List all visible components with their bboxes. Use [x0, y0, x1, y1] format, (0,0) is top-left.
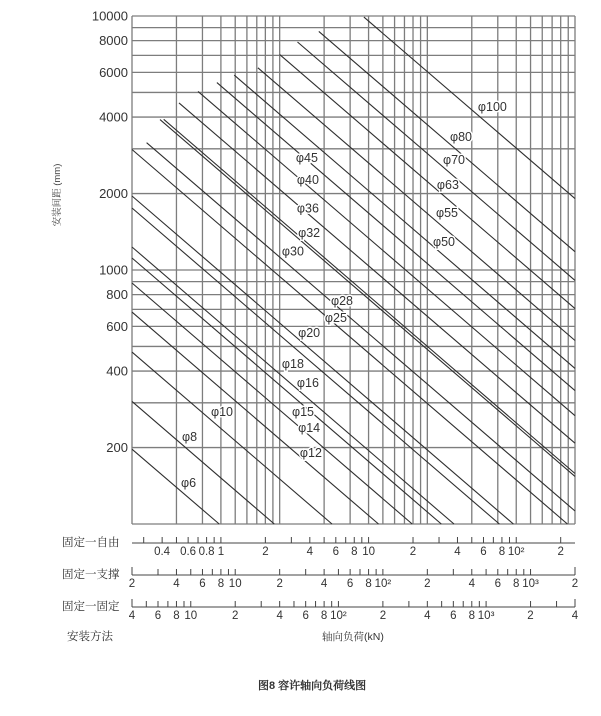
scale-tick-label: 2 [527, 610, 534, 622]
scale-tick-label: 2 [409, 546, 417, 558]
scale-tick-label: 10³ [477, 610, 495, 622]
series-label: φ55 [436, 205, 459, 220]
series-label: φ10 [211, 405, 234, 419]
series-label: φ25 [324, 311, 347, 325]
scale-tick-label: 4 [424, 610, 431, 622]
scale-tick-label: 10 [362, 546, 375, 558]
series-label: φ28 [331, 294, 354, 308]
figure-caption: 图8 容许轴向负荷线图 [258, 680, 367, 692]
load-scale-row [129, 599, 579, 622]
scale-tick-label: 4 [468, 578, 476, 590]
series-label: φ45 [295, 151, 318, 165]
scale-tick-label: 4 [173, 578, 180, 590]
scale-tick-label: 6 [199, 578, 206, 590]
scale-tick-label: 8 [351, 546, 358, 558]
scale-tick-label: 8 [320, 610, 328, 622]
load-scale-row [132, 537, 575, 558]
scale-tick-label: 8 [365, 578, 372, 590]
scale-tick-label: 4 [454, 546, 461, 558]
scale-tick-label: 8 [498, 546, 506, 558]
scale-tick-label: 1 [217, 546, 225, 558]
y-tick-label: 10000 [91, 8, 128, 24]
scale-tick-label: 2 [557, 546, 564, 558]
scale-tick-label: 10 [184, 610, 198, 622]
method-label-fixed-free: 固定一自由 [62, 537, 120, 549]
scale-tick-label: 2 [571, 578, 579, 590]
series-line [160, 120, 575, 477]
scale-tick-label: 0.8 [198, 546, 215, 558]
x-axis-title: 轴向负荷(kN) [322, 631, 384, 643]
y-tick-label: 8000 [99, 33, 128, 49]
series-label: φ30 [281, 244, 304, 259]
load-scale-row [129, 567, 578, 590]
series-label: φ14 [298, 420, 321, 435]
scale-tick-label: 8 [217, 578, 225, 590]
mounting-method-title: 安装方法 [67, 631, 113, 643]
series-label: φ15 [292, 405, 315, 419]
y-axis-title: 安装间距 (mm) [52, 163, 63, 227]
scale-tick-label: 6 [480, 546, 487, 558]
series-label: φ32 [298, 225, 321, 240]
series-label: φ12 [299, 446, 322, 461]
scale-tick-label: 6 [154, 610, 162, 622]
scale-tick-label: 4 [128, 610, 136, 622]
y-tick-label: 400 [106, 363, 128, 379]
scale-tick-label: 6 [494, 578, 502, 590]
scale-tick-label: 2 [424, 578, 431, 590]
series-label: φ63 [436, 178, 459, 192]
scale-tick-label: 0.4 [154, 546, 171, 558]
series-label: φ16 [296, 376, 319, 390]
scale-tick-label: 4 [276, 610, 283, 622]
series-line [364, 17, 575, 199]
series-label: φ20 [298, 326, 321, 340]
scale-tick-label: 10³ [522, 578, 539, 590]
series-line [217, 83, 575, 391]
y-tick-label: 600 [106, 318, 128, 334]
scale-tick-label: 2 [262, 546, 269, 558]
scale-tick-label: 4 [306, 546, 314, 558]
series-label: φ6 [181, 476, 197, 490]
series-label: φ36 [296, 201, 319, 216]
scale-tick-label: 10² [507, 546, 525, 558]
series-label: φ70 [443, 153, 466, 167]
y-axis-ticks [92, 9, 128, 456]
method-label-fixed-supported: 固定一支撑 [62, 569, 120, 581]
scale-tick-label: 8 [173, 610, 180, 622]
series-line [164, 119, 575, 473]
scale-tick-label: 10² [330, 610, 347, 622]
series-line [132, 312, 379, 524]
scale-tick-label: 6 [332, 546, 340, 558]
scale-tick-label: 6 [346, 578, 354, 590]
y-tick-label: 6000 [99, 64, 128, 80]
scale-tick-label: 6 [302, 610, 309, 622]
y-tick-label: 4000 [99, 109, 128, 125]
series-line [132, 401, 274, 524]
scale-tick-label: 2 [231, 610, 239, 622]
series-line [132, 449, 219, 524]
scale-tick-label: 4 [320, 578, 328, 590]
scale-tick-label: 2 [128, 578, 136, 590]
series-label: φ18 [281, 357, 304, 372]
series-label: φ50 [433, 234, 456, 249]
scale-tick-label: 0.6 [180, 546, 197, 558]
scale-tick-label: 2 [379, 610, 387, 622]
scale-tick-label: 4 [571, 610, 579, 622]
series-label: φ80 [450, 130, 473, 144]
series-label: φ8 [182, 430, 198, 444]
y-tick-label: 800 [106, 287, 128, 303]
series-label: φ40 [296, 173, 319, 188]
y-tick-label: 2000 [99, 186, 128, 201]
series-label: φ100 [477, 100, 507, 115]
scale-tick-label: 10 [228, 578, 242, 590]
scale-tick-label: 2 [276, 578, 283, 590]
series-line [198, 91, 575, 415]
series-line [132, 283, 412, 524]
scale-tick-label: 8 [512, 578, 520, 590]
scale-tick-label: 8 [468, 610, 476, 622]
scale-tick-label: 10² [374, 578, 392, 590]
y-tick-label: 1000 [99, 262, 128, 278]
y-tick-label: 200 [106, 440, 128, 455]
scale-tick-label: 6 [450, 610, 457, 622]
series-line [132, 196, 513, 524]
method-label-fixed-fixed: 固定一固定 [62, 601, 120, 613]
